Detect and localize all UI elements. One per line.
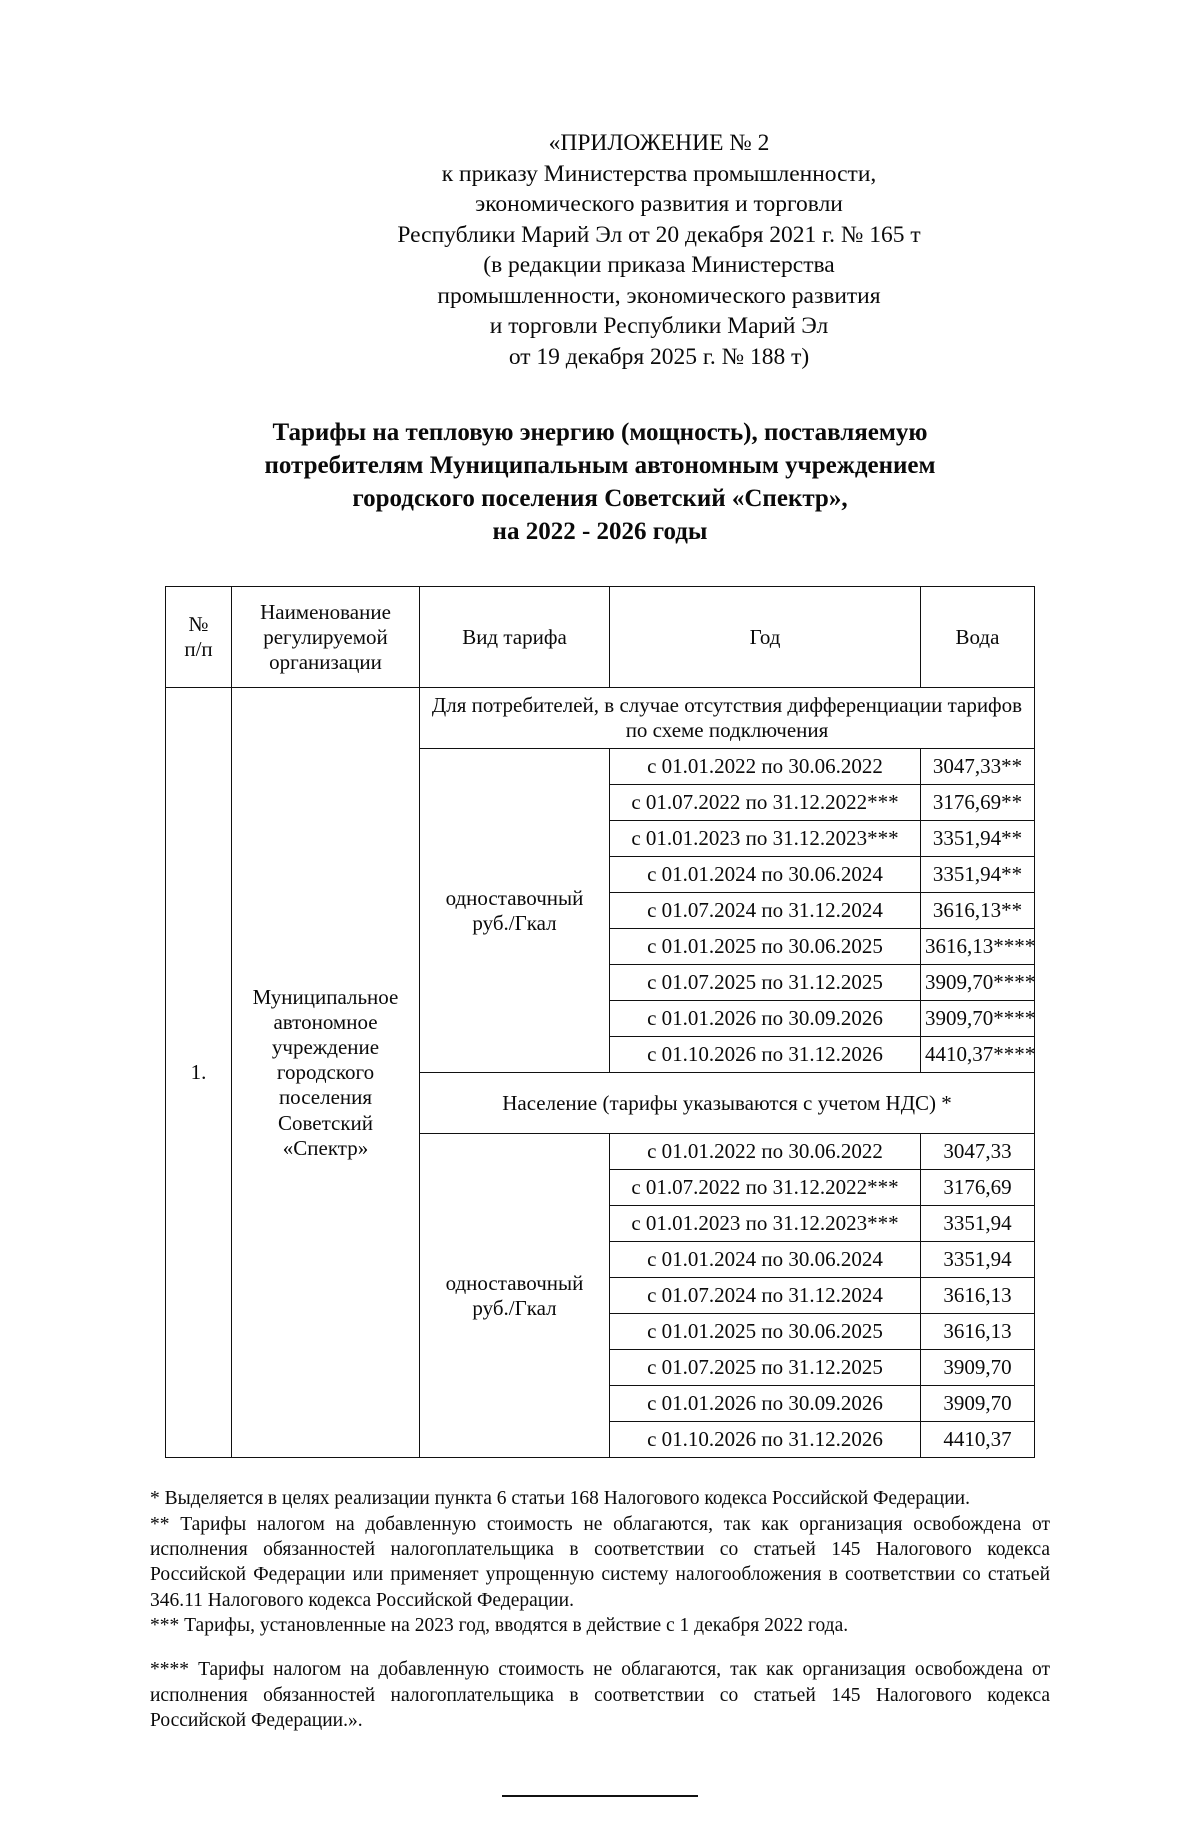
period-cell: с 01.01.2026 по 30.09.2026: [610, 1001, 921, 1037]
period-cell: с 01.07.2024 по 31.12.2024: [610, 893, 921, 929]
header-line-1: «ПРИЛОЖЕНИЕ № 2: [548, 130, 770, 156]
title-line-2: потребителям Муниципальным автономным учреждением: [264, 452, 936, 480]
title-line-4: на 2022 - 2026 годы: [492, 518, 708, 546]
period-cell: с 01.01.2025 по 30.06.2025: [610, 929, 921, 965]
tariff-kind-consumers: одноставочный руб./Гкал: [420, 749, 610, 1073]
title-line-1: Тарифы на тепловую энергию (мощность), поставляемую: [272, 419, 928, 447]
organization-name: Муниципальное автономное учреждение городского поселения Советский «Спектр»: [232, 688, 420, 1458]
tariff-kind-population: одноставочный руб./Гкал: [420, 1134, 610, 1458]
header-line-5: (в редакции приказа Министерства: [483, 252, 835, 279]
water-value-cell: 3909,70****: [921, 965, 1035, 1001]
water-value-cell: 3176,69**: [921, 785, 1035, 821]
period-cell: с 01.01.2025 по 30.06.2025: [610, 1314, 921, 1350]
section-band-consumers: Для потребителей, в случае отсутствия дифференциации тарифов по схеме подключения: [420, 688, 1035, 749]
period-cell: с 01.01.2024 по 30.06.2024: [610, 857, 921, 893]
period-cell: с 01.07.2024 по 31.12.2024: [610, 1278, 921, 1314]
column-header-number-line1: №: [188, 612, 209, 637]
header-line-6: промышленности, экономического развития: [437, 282, 881, 309]
water-value-cell: 4410,37: [921, 1422, 1035, 1458]
column-header-organization: Наименование регулируемой организации: [232, 587, 420, 688]
header-line-8: от 19 декабря 2025 г. № 188 т): [508, 343, 810, 370]
water-value-cell: 3351,94: [921, 1206, 1035, 1242]
column-header-number-line2: п/п: [184, 637, 213, 662]
period-cell: с 01.07.2022 по 31.12.2022***: [610, 785, 921, 821]
header-line-3: экономического развития и торговли: [475, 191, 843, 218]
tariff-table: [165, 586, 1035, 1458]
period-cell: с 01.01.2026 по 30.09.2026: [610, 1386, 921, 1422]
water-value-cell: 3351,94**: [921, 857, 1035, 893]
period-cell: с 01.10.2026 по 31.12.2026: [610, 1422, 921, 1458]
water-value-cell: 3351,94: [921, 1242, 1035, 1278]
period-cell: с 01.01.2023 по 31.12.2023***: [610, 821, 921, 857]
water-value-cell: 3616,13: [921, 1278, 1035, 1314]
column-header-water: Вода: [921, 587, 1035, 688]
water-value-cell: 3047,33: [921, 1134, 1035, 1170]
period-cell: с 01.01.2023 по 31.12.2023***: [610, 1206, 921, 1242]
water-value-cell: 3351,94**: [921, 821, 1035, 857]
table-header-row: [166, 587, 1035, 688]
row-number: 1.: [166, 688, 232, 1458]
column-header-year: Год: [610, 587, 921, 688]
period-cell: с 01.07.2022 по 31.12.2022***: [610, 1170, 921, 1206]
water-value-cell: 3909,70****: [921, 1001, 1035, 1037]
title-line-3: городского поселения Советский «Спектр»,: [352, 485, 848, 513]
period-cell: с 01.07.2025 по 31.12.2025: [610, 965, 921, 1001]
water-value-cell: 3616,13**: [921, 893, 1035, 929]
water-value-cell: 4410,37****: [921, 1037, 1035, 1073]
appendix-header: [268, 128, 1050, 372]
period-cell: с 01.07.2025 по 31.12.2025: [610, 1350, 921, 1386]
table-row: [166, 688, 1035, 749]
column-header-tariff-kind: Вид тарифа: [420, 587, 610, 688]
header-line-4: Республики Марий Эл от 20 декабря 2021 г. № 165 т: [397, 221, 921, 248]
footnote-single-asterisk: * Выделяется в целях реализации пункта 6 статьи 168 Налогового кодекса Российской Федерации.: [150, 1488, 970, 1510]
period-cell: с 01.01.2022 по 30.06.2022: [610, 749, 921, 785]
water-value-cell: 3909,70: [921, 1350, 1035, 1386]
header-line-2: к приказу Министерства промышленности,: [441, 160, 877, 187]
footnote-triple-asterisk: *** Тарифы, установленные на 2023 год, вводятся в действие с 1 декабря 2022 года.: [150, 1615, 849, 1637]
table-header: [166, 587, 1035, 688]
water-value-cell: 3176,69: [921, 1170, 1035, 1206]
header-line-7: и торговли Республики Марий Эл: [489, 313, 829, 340]
period-cell: с 01.10.2026 по 31.12.2026: [610, 1037, 921, 1073]
water-value-cell: 3047,33**: [921, 749, 1035, 785]
end-divider: [502, 1795, 698, 1797]
footnotes: [150, 1486, 1050, 1733]
water-value-cell: 3909,70: [921, 1386, 1035, 1422]
period-cell: с 01.01.2022 по 30.06.2022: [610, 1134, 921, 1170]
table-body: [166, 688, 1035, 1458]
page-title: [150, 416, 1050, 548]
footnote-double-asterisk: ** Тарифы налогом на добавленную стоимость не облагаются, так как организация освобождена от исполнения обязанностей налогоплательщика в соответствии со статьей 145 Налогового кодекса Российской Федерации или применяет упрощенную систему налогообложения в соответствии со статьей 346.11 Налогового кодекса Российской Федерации.: [150, 1513, 1050, 1611]
water-value-cell: 3616,13: [921, 1314, 1035, 1350]
column-header-number: [166, 587, 232, 688]
footnote-quad-asterisk: **** Тарифы налогом на добавленную стоимость не облагаются, так как организация освобождена от исполнения обязанностей налогоплательщика в соответствии со статьей 145 Налогового кодекса Российской Федерации.».: [150, 1659, 1050, 1732]
period-cell: с 01.01.2024 по 30.06.2024: [610, 1242, 921, 1278]
water-value-cell: 3616,13****: [921, 929, 1035, 965]
section-band-population: Население (тарифы указываются с учетом НДС) *: [420, 1073, 1035, 1134]
